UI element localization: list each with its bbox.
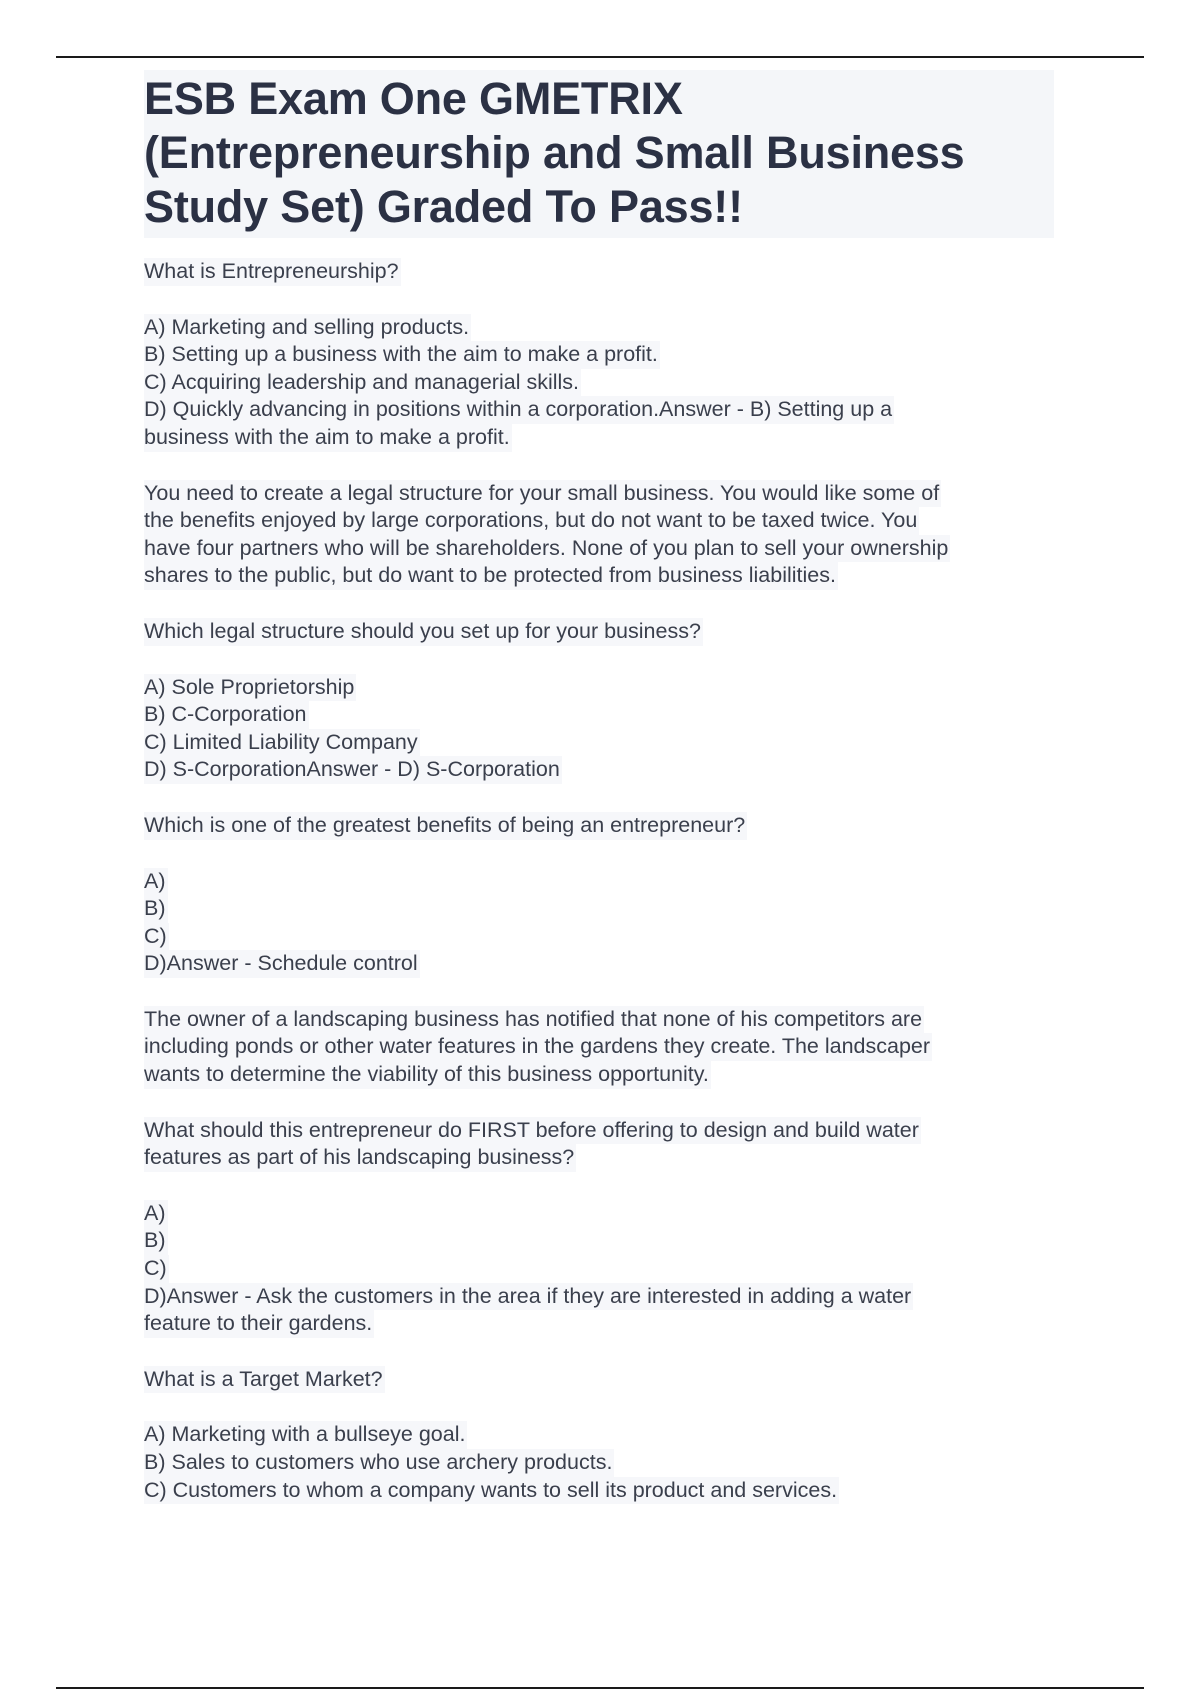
text-line: C) (144, 1255, 169, 1283)
paragraph (144, 812, 1054, 840)
paragraph (144, 1421, 1054, 1504)
document-title (144, 70, 1054, 238)
top-rule (56, 56, 1144, 58)
text-line: C) Acquiring leadership and managerial skills. (144, 369, 581, 397)
text-line: D) Quickly advancing in positions within a corporation.Answer - B) Setting up a (144, 396, 894, 424)
text-line: A) Marketing and selling products. (144, 314, 471, 342)
text-line: the benefits enjoyed by large corporations, but do not want to be taxed twice. You (144, 507, 919, 535)
text-line: D) S-CorporationAnswer - D) S-Corporation (144, 756, 562, 784)
text-line: B) (144, 1227, 168, 1255)
text-line: A) Sole Proprietorship (144, 674, 356, 702)
paragraph (144, 314, 1054, 452)
text-line: B) Setting up a business with the aim to make a profit. (144, 341, 660, 369)
paragraph (144, 618, 1054, 646)
paragraph (144, 1006, 1054, 1089)
text-line: D)Answer - Ask the customers in the area if they are interested in adding a water (144, 1283, 913, 1311)
text-line: D)Answer - Schedule control (144, 950, 420, 978)
text-line: What is Entrepreneurship? (144, 258, 401, 286)
text-line: C) Customers to whom a company wants to sell its product and services. (144, 1477, 839, 1505)
text-line: have four partners who will be shareholders. None of you plan to sell your ownership (144, 535, 950, 563)
text-line: features as part of his landscaping business? (144, 1144, 576, 1172)
paragraph (144, 1366, 1054, 1394)
text-line: wants to determine the viability of this business opportunity. (144, 1061, 711, 1089)
text-line: The owner of a landscaping business has notified that none of his competitors are (144, 1006, 924, 1034)
text-line: business with the aim to make a profit. (144, 424, 512, 452)
text-line: Which legal structure should you set up for your business? (144, 618, 703, 646)
paragraph (144, 258, 1054, 286)
text-line: B) (144, 895, 168, 923)
text-line: shares to the public, but do want to be protected from business liabilities. (144, 562, 838, 590)
text-line: What is a Target Market? (144, 1366, 385, 1394)
text-line: C) Limited Liability Company (144, 729, 420, 757)
text-line: A) (144, 868, 168, 896)
paragraph (144, 674, 1054, 784)
text-line: B) C-Corporation (144, 701, 309, 729)
paragraph (144, 1117, 1054, 1172)
text-line: feature to their gardens. (144, 1310, 374, 1338)
text-line: B) Sales to customers who use archery products. (144, 1449, 614, 1477)
text-line: A) Marketing with a bullseye goal. (144, 1421, 467, 1449)
paragraph (144, 868, 1054, 978)
paragraph (144, 1200, 1054, 1338)
question-blocks (144, 258, 1054, 1504)
text-line: C) (144, 923, 169, 951)
text-line: including ponds or other water features in the gardens they create. The landscaper (144, 1033, 932, 1061)
paragraph (144, 480, 1054, 590)
title-line: Study Set) Graded To Pass!! (144, 181, 743, 232)
bottom-rule (56, 1687, 1144, 1689)
title-line: (Entrepreneurship and Small Business (144, 127, 965, 178)
document-body (144, 70, 1054, 1504)
text-line: What should this entrepreneur do FIRST before offering to design and build water (144, 1117, 921, 1145)
text-line: A) (144, 1200, 168, 1228)
title-line: ESB Exam One GMETRIX (144, 73, 683, 124)
text-line: Which is one of the greatest benefits of being an entrepreneur? (144, 812, 747, 840)
text-line: You need to create a legal structure for your small business. You would like some of (144, 480, 941, 508)
